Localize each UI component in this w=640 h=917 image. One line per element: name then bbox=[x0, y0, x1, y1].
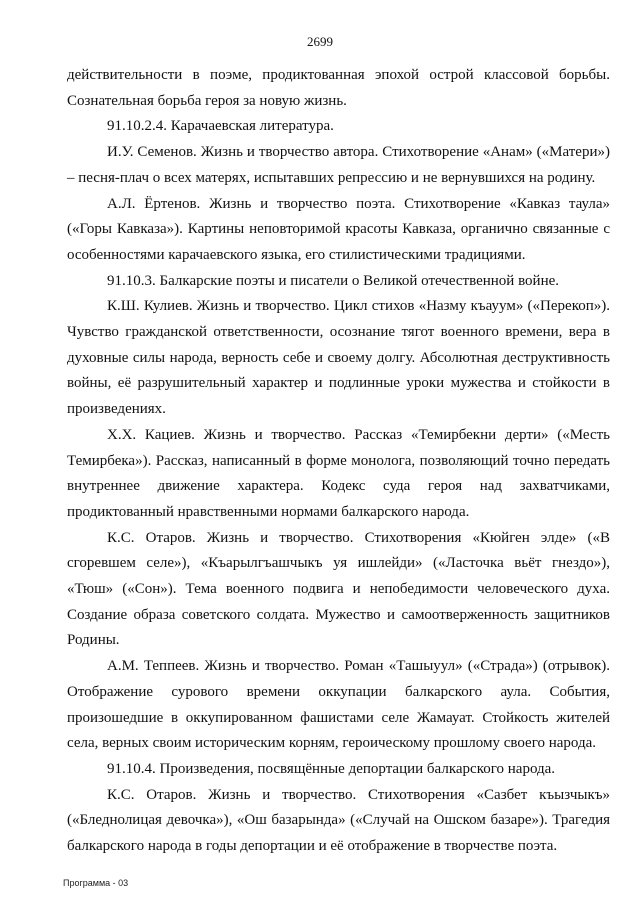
paragraph-katsiev: Х.Х. Кациев. Жизнь и творчество. Рассказ «Темирбекни дерти» («Месть Темирбека»). Рассказ, написанный в форме монолога, позволяющий точно передать внутреннее движение характера. Кодекс суда героя над захватчиками, продиктованный нравственными нормами балкарского народа. bbox=[67, 426, 610, 520]
paragraph-otarov-war: К.С. Отаров. Жизнь и творчество. Стихотворения «Кюйген элде» («В сгоревшем селе»), «Къарылгъашчыкъ уя ишлейди» («Ласточка вьёт гнездо»), «Тюш» («Сон»). Тема военного подвига и непобедимости человеческого духа. Создание образа советского солдата. Мужество и самоотверженность защитников Родины. bbox=[67, 529, 610, 649]
paragraph-yortenov: А.Л. Ёртенов. Жизнь и творчество поэта. Стихотворение «Кавказ таула» («Горы Кавказа»). Картины неповторимой красоты Кавказа, органично связанные с особенностями карачаевского языка, его стилистическими традициями. bbox=[67, 195, 610, 263]
paragraph-kuliev: К.Ш. Кулиев. Жизнь и творчество. Цикл стихов «Назму къауум» («Перекоп»). Чувство гражданской ответственности, осознание тягот военного времени, вера в духовные силы народа, верность себе и своему долгу. Абсолютная деструктивность войны, её разрушительный характер и подлинные уроки мужества и стойкости в произведениях. bbox=[67, 298, 610, 418]
paragraph-otarov-deportation: К.С. Отаров. Жизнь и творчество. Стихотворения «Сазбет къызчыкъ» («Бледнолицая девочка»), «Ош базарында» («Случай на Ошском базаре»). Трагедия балкарского народа в годы депортации и её отображение в творчестве поэта. bbox=[67, 786, 610, 855]
section-heading-karachay-literature: 91.10.2.4. Карачаевская литература. bbox=[107, 118, 334, 135]
paragraph-semenov: И.У. Семенов. Жизнь и творчество автора. Стихотворение «Анам» («Матери») – песня-плач о всех матерях, испытавших репрессию и не вернувшихся на родину. bbox=[67, 144, 610, 186]
page-number: 2699 bbox=[307, 34, 333, 49]
footer-program-label: Программа - 03 bbox=[63, 878, 129, 888]
paragraph-continuation: действительности в поэме, продиктованная эпохой острой классовой борьбы. Сознательная борьба героя за новую жизнь. bbox=[67, 67, 610, 109]
section-heading-deportation: 91.10.4. Произведения, посвящённые депортации балкарского народа. bbox=[107, 760, 556, 777]
paragraph-teppeev: А.М. Теппеев. Жизнь и творчество. Роман «Ташыуул» («Страда») (отрывок). Отображение сурового времени оккупации балкарского аула. События, произошедшие в оккупированном фашистами селе Жамауат. Стойкость жителей села, верных своим историческим корням, героическому прошлому своего народа. bbox=[67, 658, 610, 752]
section-heading-balkar-poets-war: 91.10.3. Балкарские поэты и писатели о Великой отечественной войне. bbox=[107, 272, 560, 289]
document-body bbox=[67, 63, 610, 860]
